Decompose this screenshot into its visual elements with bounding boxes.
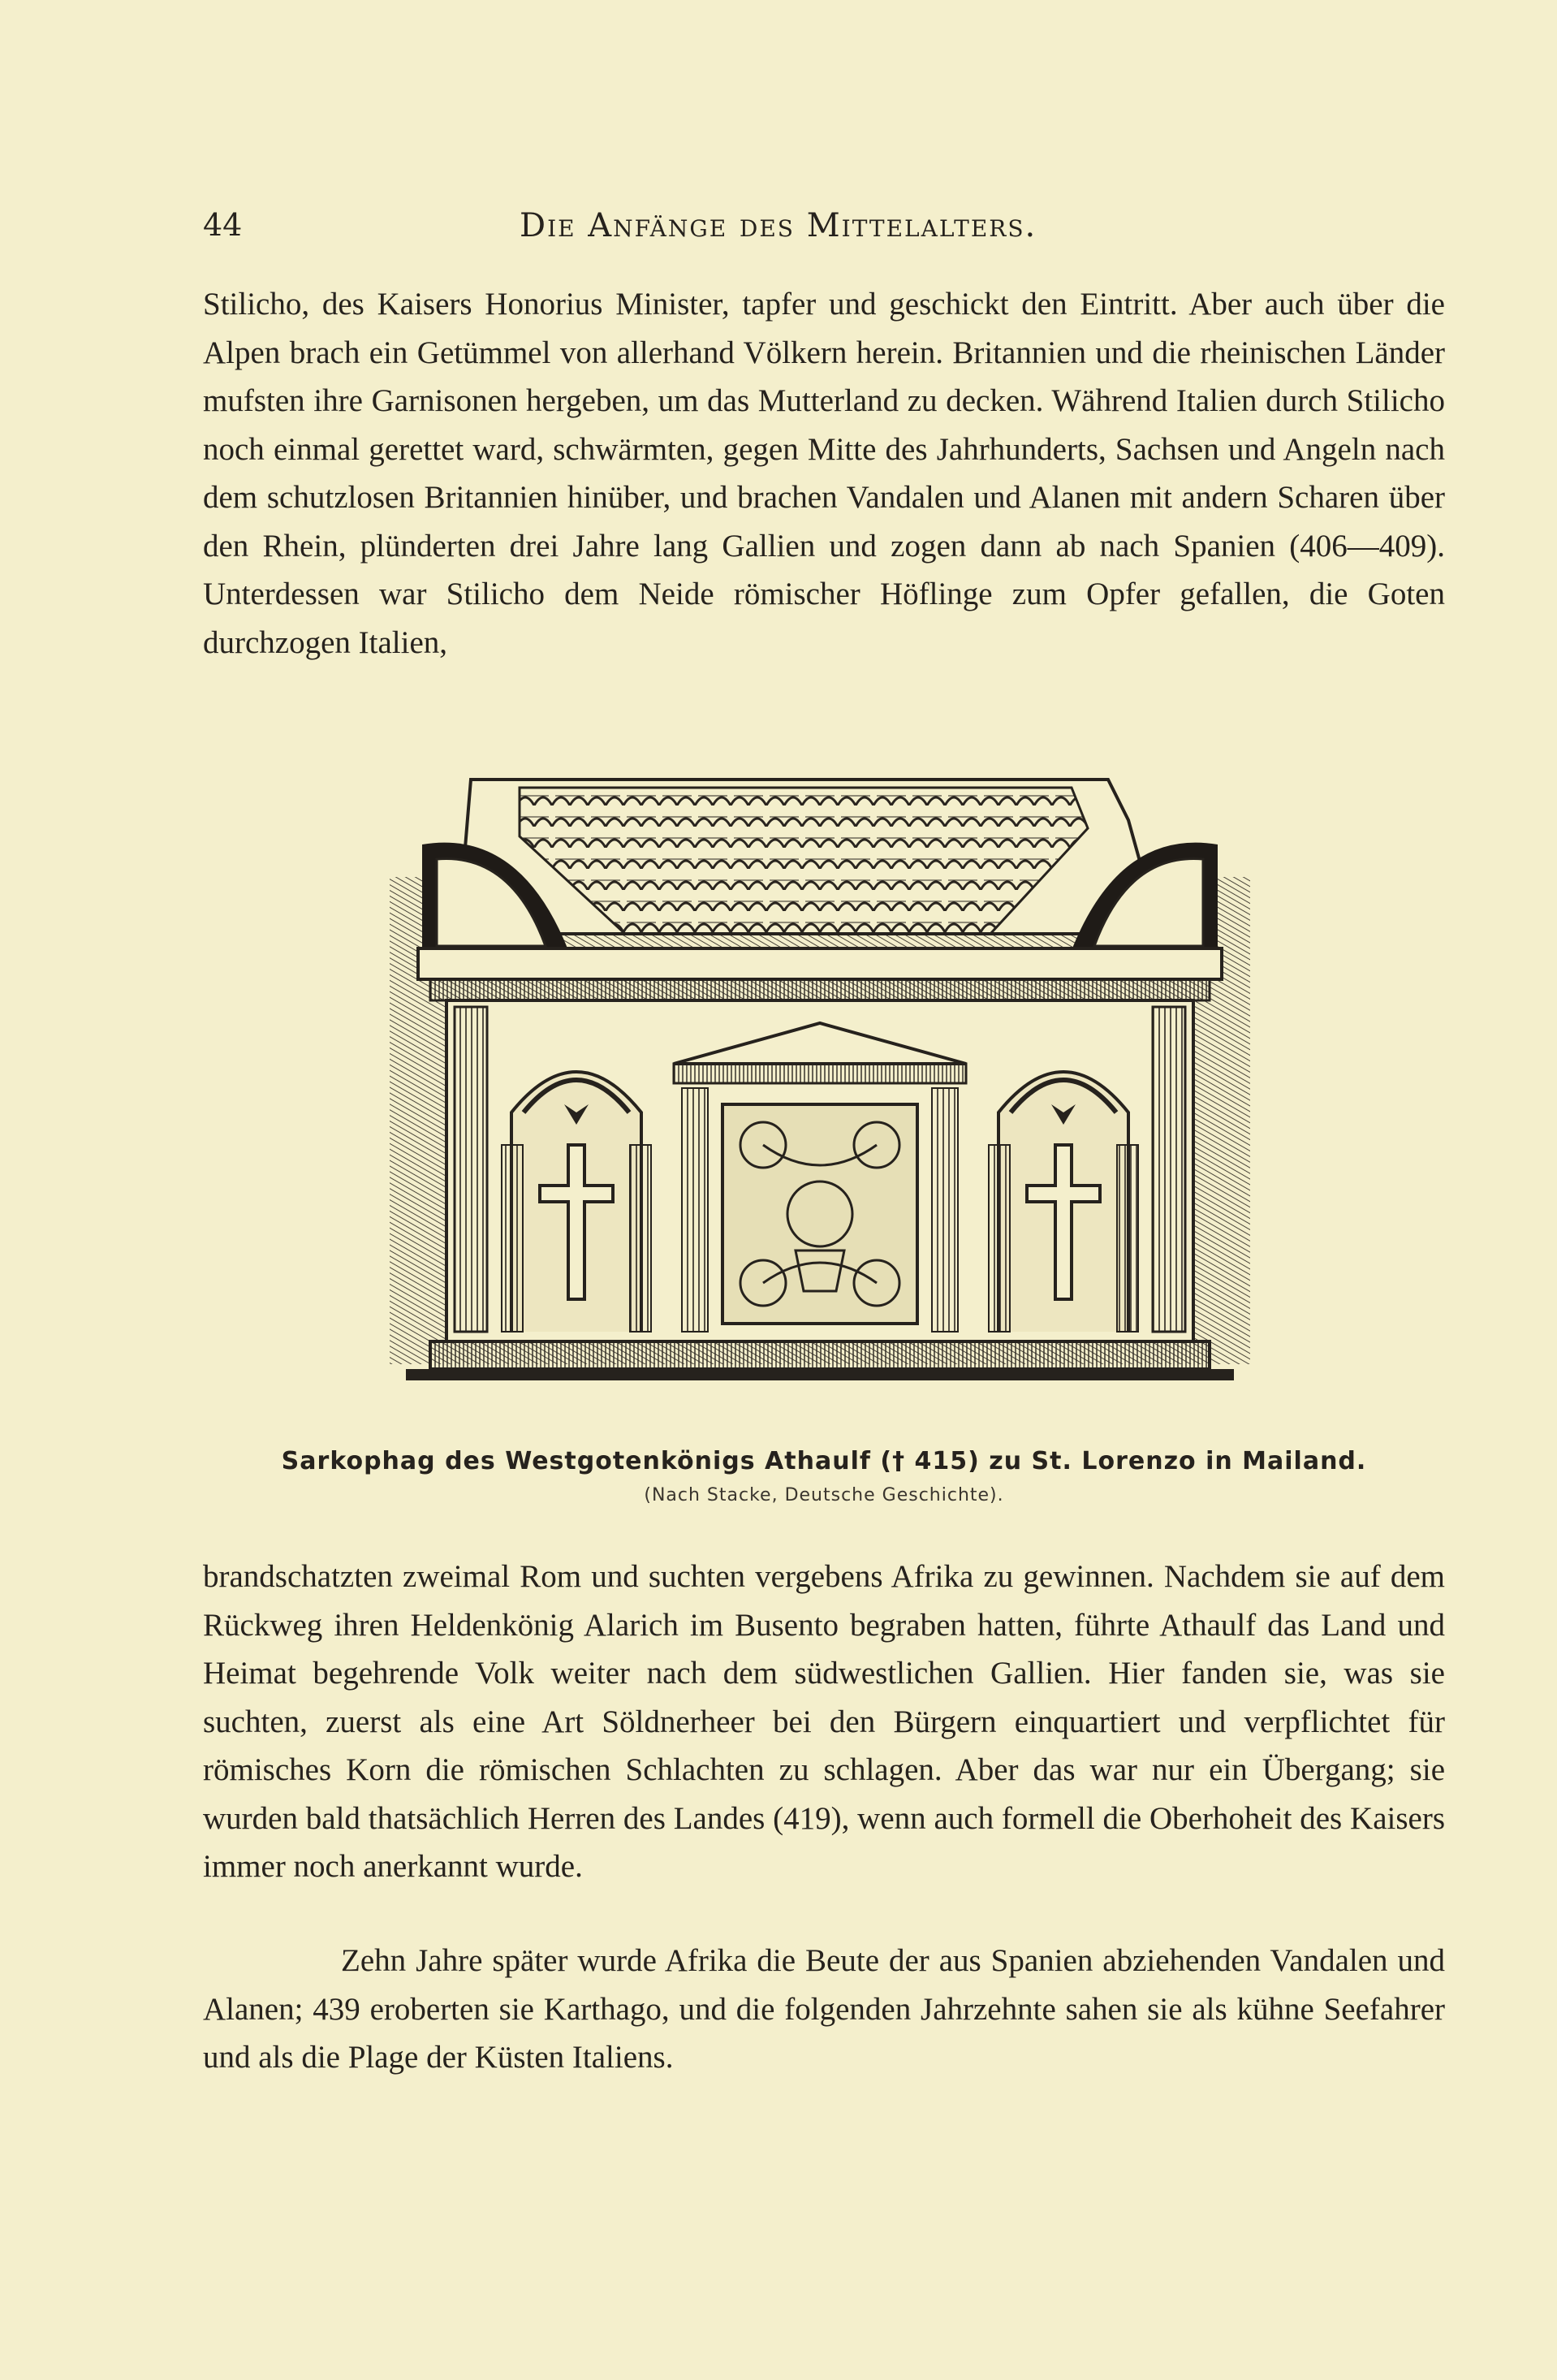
paragraph-text: Zehn Jahre später wurde Afrika die Beute der aus Spanien abziehenden Vandalen und Alanen; 439 eroberten sie Karthago, und die folgenden Jahrzehnte sahen sie als kühne Seefahrer und als die Plage der Küsten Italiens. (203, 1943, 1445, 2075)
paragraph-text: brandschatzten zweimal Rom und suchten vergebens Afrika zu gewinnen. Nachdem sie auf dem Rückweg ihren Heldenkönig Alarich im Busento begraben hatten, führte Athaulf das Land und Heimat begehrende Volk weiter nach dem südwestlichen Gallien. Hier fanden sie, was sie suchten, zuerst als eine Art Söldnerheer bei den Bürgern einquartiert und verpflichtet für römisches Korn die römischen Schlachten zu schlagen. Aber das war nur ein Übergang; sie wurden bald thatsächlich Herren des Landes (419), wenn auch formell die Oberhoheit des Kaisers immer noch anerkannt wurde. (203, 1559, 1445, 1884)
body-paragraph (203, 280, 1445, 667)
figure-caption (203, 1447, 1445, 1505)
sarcophagus-illustration (373, 763, 1266, 1429)
page-number: 44 (203, 207, 243, 243)
running-head-title: Die Anfänge des Mittelalters. (520, 207, 1037, 244)
body-paragraph (203, 1937, 1445, 2082)
caption-source: (Nach Stacke, Deutsche Geschichte). (644, 1485, 1004, 1505)
running-head (203, 207, 1445, 256)
paragraph-text: Stilicho, des Kaisers Honorius Minister, tapfer und geschickt den Eintritt. Aber auch über die Alpen brach ein Getümmel von allerhand Völkern herein. Britannien und die rheinischen Länder mufsten ihre Garnisonen hergeben, um das Mutterland zu decken. Während Italien durch Stilicho noch einmal gerettet ward, schwärmten, gegen Mitte des Jahrhunderts, Sachsen und Angeln nach dem schutzlosen Britannien hinüber, und brachen Vandalen und Alanen mit andern Scharen über den Rhein, plünderten drei Jahre lang Gallien und zogen dann ab nach Spanien (406—409). Unterdessen war Stilicho dem Neide römischer Höflinge zum Opfer gefallen, die Goten durchzogen Italien, (203, 287, 1445, 660)
body-paragraph (203, 1553, 1445, 1891)
caption-text: Sarkophag des Westgotenkönigs Athaulf († 415) zu St. Lorenzo in Mailand. (281, 1447, 1367, 1475)
